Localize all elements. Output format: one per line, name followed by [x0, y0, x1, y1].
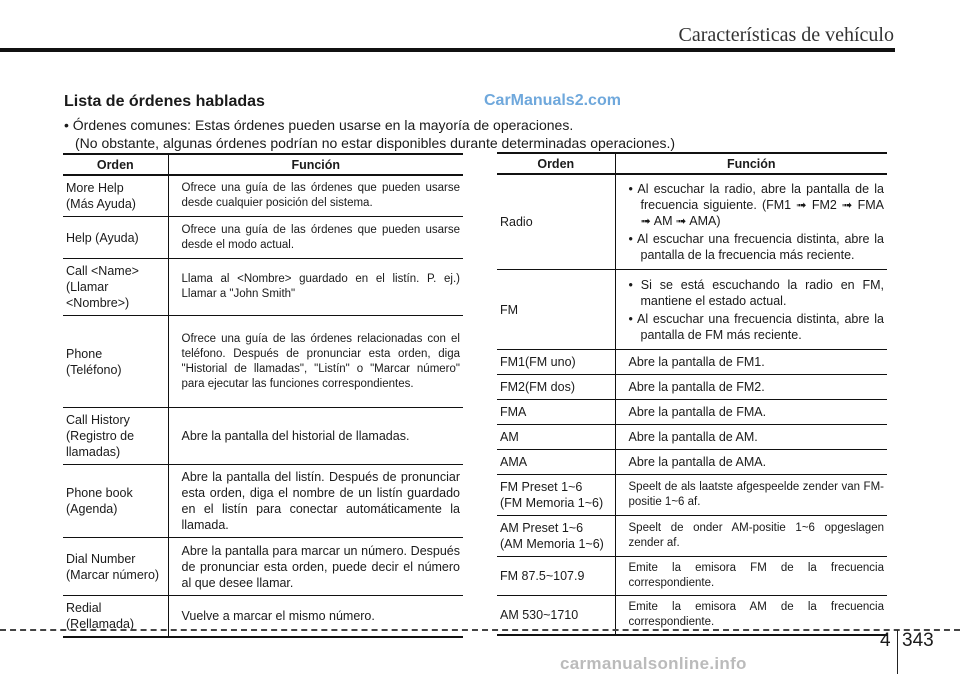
command-cell: FM2(FM dos) [497, 375, 615, 400]
table-row [63, 538, 463, 596]
function-cell: Abre la pantalla de FM2. [615, 375, 887, 400]
function-cell: Emite la emisora AM de la frecuencia correspondiente. [615, 596, 887, 636]
chapter-title: Características de vehículo [678, 24, 894, 46]
table-row [497, 174, 887, 270]
function-cell: Emite la emisora FM de la frecuencia correspondiente. [615, 557, 887, 596]
page-chapter-number: 4 [880, 630, 891, 651]
table-row [63, 217, 463, 259]
function-cell: Ofrece una guía de las órdenes relacionadas con el teléfono. Después de pronunciar esta orden, diga "Historial de llamadas", "Listín" o "Marcar número" para ejecutar las funciones correspondientes. [168, 316, 463, 408]
table-row [63, 259, 463, 316]
function-cell: Abre la pantalla de AM. [615, 425, 887, 450]
function-cell: Abre la pantalla de FMA. [615, 400, 887, 425]
function-bullet: • Al escuchar una frecuencia distinta, abre la pantalla de FM más reciente. [628, 311, 884, 342]
command-cell: FM Preset 1~6 (FM Memoria 1~6) [497, 475, 615, 516]
table-row [497, 516, 887, 557]
table-row [63, 175, 463, 217]
command-cell: Phone book (Agenda) [63, 465, 168, 538]
function-cell: Speelt de als laatste afgespeelde zender van FM-positie 1~6 af. [615, 475, 887, 516]
footer-dashed-rule [0, 629, 960, 631]
function-cell: Abre la pantalla del historial de llamadas. [168, 408, 463, 465]
command-cell: Call History (Registro de llamadas) [63, 408, 168, 465]
table-row [497, 450, 887, 475]
command-cell: AM Preset 1~6 (AM Memoria 1~6) [497, 516, 615, 557]
command-cell: More Help (Más Ayuda) [63, 175, 168, 217]
watermark-top[interactable]: CarManuals2.com [484, 92, 621, 109]
function-cell: Abre la pantalla para marcar un número. Después de pronunciar esta orden, puede decir el número al que desee llamar. [168, 538, 463, 596]
function-cell: Abre la pantalla de FM1. [615, 350, 887, 375]
voice-commands-table-right [497, 152, 887, 636]
table-row [497, 557, 887, 596]
command-cell: Dial Number (Marcar número) [63, 538, 168, 596]
intro-text [64, 116, 675, 152]
command-cell: Call <Name> (Llamar <Nombre>) [63, 259, 168, 316]
watermark-bottom[interactable]: carmanualsonline.info [560, 654, 747, 673]
function-bullet: • Al escuchar una frecuencia distinta, abre la pantalla de la frecuencia más reciente. [628, 232, 884, 262]
command-cell: AM [497, 425, 615, 450]
function-cell: Vuelve a marcar el mismo número. [168, 596, 463, 638]
function-cell [615, 174, 887, 270]
function-bullet: • Si se está escuchando la radio en FM, mantiene el estado actual. [628, 277, 884, 308]
table-row [63, 465, 463, 538]
command-cell: Radio [497, 174, 615, 270]
command-cell: FM [497, 270, 615, 350]
intro-note: (No obstante, algunas órdenes podrían no estar disponibles durante determinadas operaciones.) [75, 135, 676, 151]
header-rule [0, 48, 895, 52]
table-row [63, 408, 463, 465]
section-title: Lista de órdenes habladas [64, 93, 265, 110]
function-cell: Llama al <Nombre> guardado en el listín. P. ej.) Llamar a "John Smith" [168, 259, 463, 316]
page-number-divider [897, 630, 898, 674]
command-cell: AM 530~1710 [497, 596, 615, 636]
function-cell: Ofrece una guía de las órdenes que pueden usarse desde cualquier posición del sistema. [168, 175, 463, 217]
table-row [497, 425, 887, 450]
table-row [497, 475, 887, 516]
function-bullet: • Al escuchar la radio, abre la pantalla de la frecuencia siguiente. (FM1 ➟ FM2 ➟ FMA ➟ AM ➟ AMA) [628, 182, 884, 228]
command-cell: FM1(FM uno) [497, 350, 615, 375]
command-cell: FM 87.5~107.9 [497, 557, 615, 596]
command-cell: AMA [497, 450, 615, 475]
page-number: 343 [902, 630, 934, 651]
function-cell: Abre la pantalla de AMA. [615, 450, 887, 475]
function-cell: Ofrece una guía de las órdenes que pueden usarse desde el modo actual. [168, 217, 463, 259]
command-cell: Redial (Rellamada) [63, 596, 168, 638]
function-cell [615, 270, 887, 350]
function-cell: Abre la pantalla del listín. Después de pronunciar esta orden, diga el nombre de un listín guardado en el listín para conectar automáticamente la llamada. [168, 465, 463, 538]
table-row [497, 350, 887, 375]
command-cell: Phone (Teléfono) [63, 316, 168, 408]
voice-commands-table-left [63, 153, 463, 638]
table-row [63, 316, 463, 408]
column-header-function: Función [168, 154, 463, 175]
table-row [497, 400, 887, 425]
table-row [497, 270, 887, 350]
column-header-order: Orden [63, 154, 168, 175]
table-row [497, 375, 887, 400]
column-header-function: Función [615, 153, 887, 174]
command-cell: Help (Ayuda) [63, 217, 168, 259]
column-header-order: Orden [497, 153, 615, 174]
command-cell: FMA [497, 400, 615, 425]
intro-bullet: • Órdenes comunes: Estas órdenes pueden usarse en la mayoría de operaciones. [64, 117, 574, 133]
function-cell: Speelt de onder AM-positie 1~6 opgeslagen zender af. [615, 516, 887, 557]
